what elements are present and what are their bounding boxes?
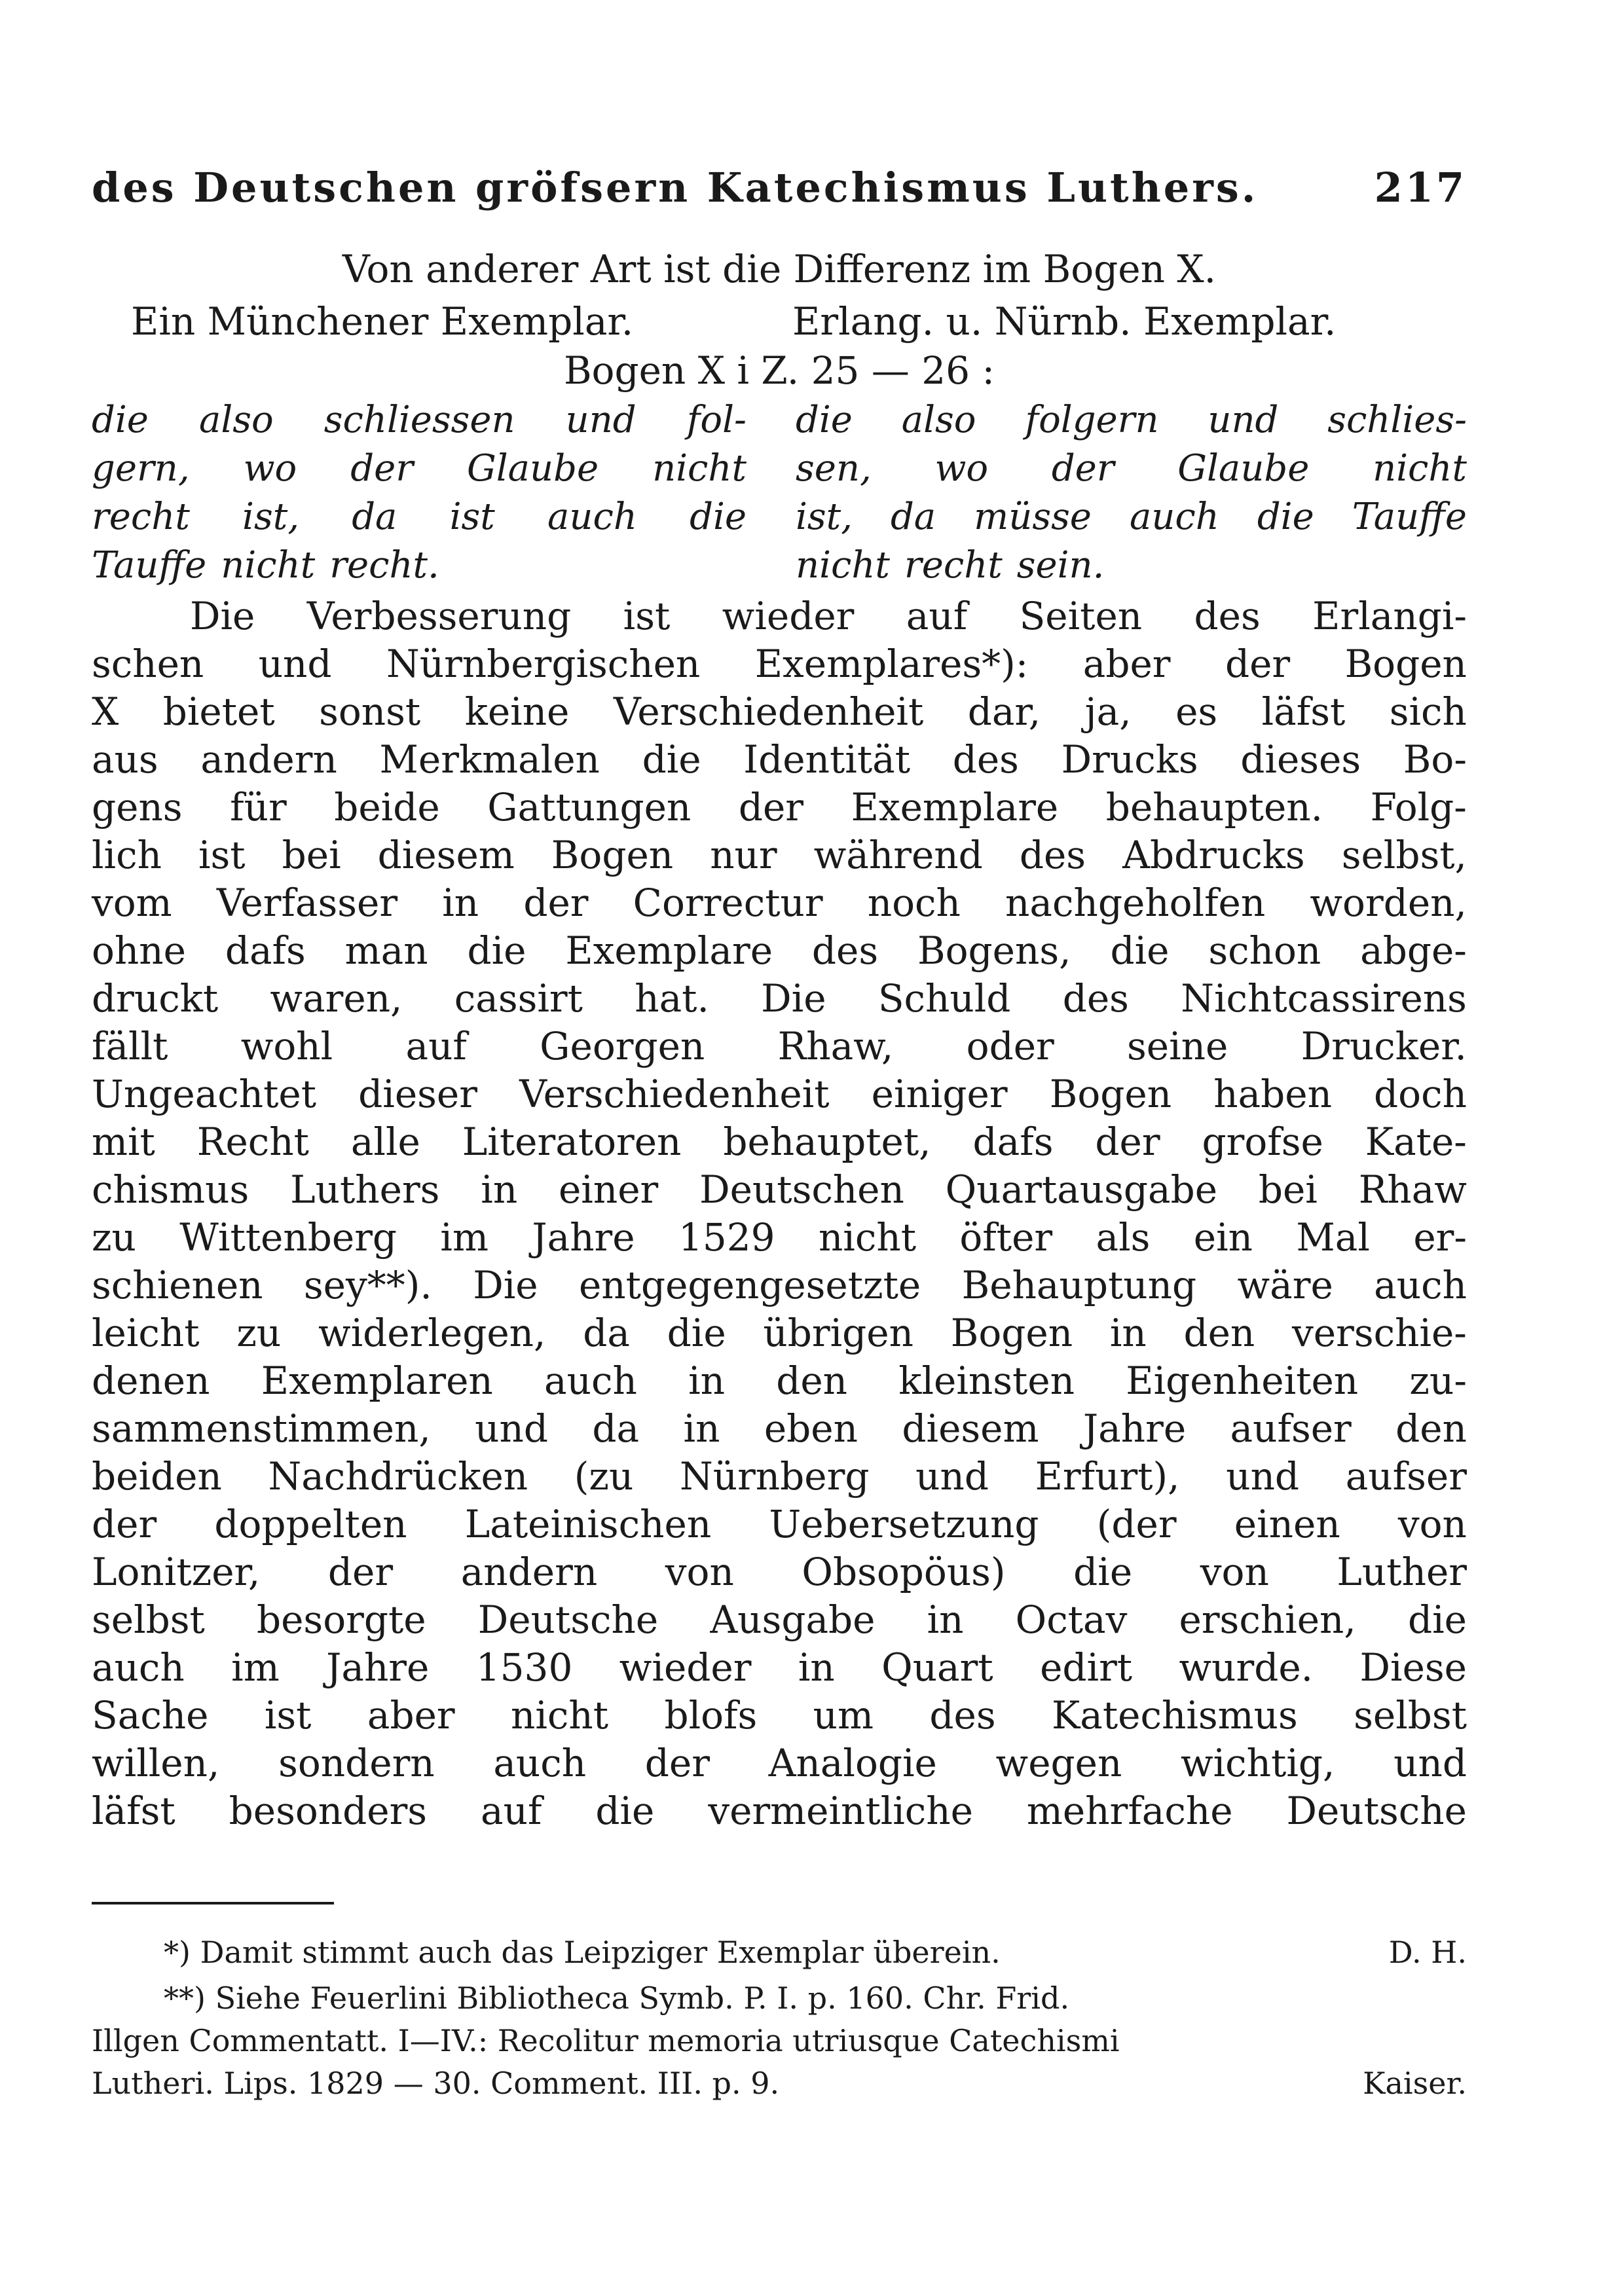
footnote-2-signature: Kaiser.	[1363, 2066, 1467, 2101]
body-line: X bietet sonst keine Verschiedenheit dar, ja, es läfst sich	[92, 689, 1467, 734]
body-line: Lonitzer, der andern von Obsopöus) die von Luther	[92, 1550, 1467, 1594]
body-line: Sache ist aber nicht blofs um des Katechismus selbst	[92, 1693, 1467, 1738]
body-line: beiden Nachdrücken (zu Nürnberg und Erfurt), und aufser	[92, 1454, 1467, 1499]
footnote-1	[164, 1931, 1467, 1973]
body-line: denen Exemplaren auch in den kleinsten Eigenheiten zu-	[92, 1358, 1467, 1403]
footnote-1-signature: D. H.	[1388, 1935, 1467, 1970]
footnote-2-line: **) Siehe Feuerlini Bibliotheca Symb. P. I. p. 160. Chr. Frid.	[164, 1980, 1070, 2016]
left-column	[92, 396, 747, 590]
column-line: gern, wo der Glaube nicht	[92, 447, 747, 490]
body-line: lich ist bei diesem Bogen nur während des Abdrucks selbst,	[92, 833, 1467, 877]
footnote-2-text: Lutheri. Lips. 1829 — 30. Comment. III. p. 9.	[92, 2066, 780, 2101]
body-line: leicht zu widerlegen, da die übrigen Bogen in den verschie-	[92, 1311, 1467, 1355]
body-line: läfst besonders auf die vermeintliche mehrfache Deutsche	[92, 1789, 1467, 1833]
page-number: 217	[1374, 164, 1467, 211]
right-column	[796, 396, 1467, 590]
body-line: vom Verfasser in der Correctur noch nachgeholfen worden,	[92, 881, 1467, 925]
body-line: fällt wohl auf Georgen Rhaw, oder seine Drucker.	[92, 1024, 1467, 1068]
body-line: der doppelten Lateinischen Uebersetzung (der einen von	[92, 1502, 1467, 1546]
column-line: recht ist, da ist auch die	[92, 496, 747, 538]
body-line: chismus Luthers in einer Deutschen Quartausgabe bei Rhaw	[92, 1167, 1467, 1212]
footnote-2-line: Illgen Commentatt. I—IV.: Recolitur memoria utriusque Catechismi	[92, 2023, 1120, 2058]
column-line: die also folgern und schlies-	[796, 399, 1467, 441]
body-line: mit Recht alle Literatoren behauptet, dafs der grofse Kate-	[92, 1120, 1467, 1164]
body-line: auch im Jahre 1530 wieder in Quart edirt wurde. Diese	[92, 1645, 1467, 1690]
column-line: die also schliessen und fol-	[92, 399, 747, 441]
running-head	[92, 164, 1467, 223]
body-line: schienen sey**). Die entgegengesetzte Behauptung wäre auch	[92, 1263, 1467, 1307]
running-title: des Deutschen gröfsern Katechismus Luthers.	[92, 164, 1259, 211]
intro-line: Von anderer Art ist die Differenz im Bogen X.	[342, 247, 1217, 291]
footnote-2-last	[92, 2062, 1467, 2104]
body-line: willen, sondern auch der Analogie wegen wichtig, und	[92, 1741, 1467, 1785]
column-line: Tauffe nicht recht.	[92, 544, 439, 587]
body-line: sammenstimmen, und da in eben diesem Jahre aufser den	[92, 1406, 1467, 1451]
body-line: aus andern Merkmalen die Identität des Drucks dieses Bo-	[92, 737, 1467, 782]
body-line: zu Wittenberg im Jahre 1529 nicht öfter als ein Mal er-	[92, 1215, 1467, 1260]
body-line: druckt waren, cassirt hat. Die Schuld des Nichtcassirens	[92, 976, 1467, 1021]
body-line: schen und Nürnbergischen Exemplares*): aber der Bogen	[92, 642, 1467, 686]
footnote-1-text: *) Damit stimmt auch das Leipziger Exemplar überein.	[164, 1935, 1001, 1970]
body-line: gens für beide Gattungen der Exemplare behaupten. Folg-	[92, 785, 1467, 829]
body-line: ohne dafs man die Exemplare des Bogens, die schon abge-	[92, 928, 1467, 973]
column-line: ist, da müsse auch die Tauffe	[796, 496, 1467, 538]
body-line: Die Verbesserung ist wieder auf Seiten des Erlangi-	[190, 594, 1467, 638]
body-line: selbst besorgte Deutsche Ausgabe in Octav erschien, die	[92, 1597, 1467, 1642]
left-column-heading: Ein Münchener Exemplar.	[131, 299, 634, 344]
footnote-rule	[92, 1902, 334, 1904]
right-column-heading: Erlang. u. Nürnb. Exemplar.	[792, 299, 1337, 344]
reference-line: Bogen X i Z. 25 — 26 :	[563, 348, 995, 393]
body-line: Ungeachtet dieser Verschiedenheit einiger Bogen haben doch	[92, 1072, 1467, 1116]
column-line: sen, wo der Glaube nicht	[796, 447, 1467, 490]
column-line: nicht recht sein.	[796, 544, 1105, 587]
